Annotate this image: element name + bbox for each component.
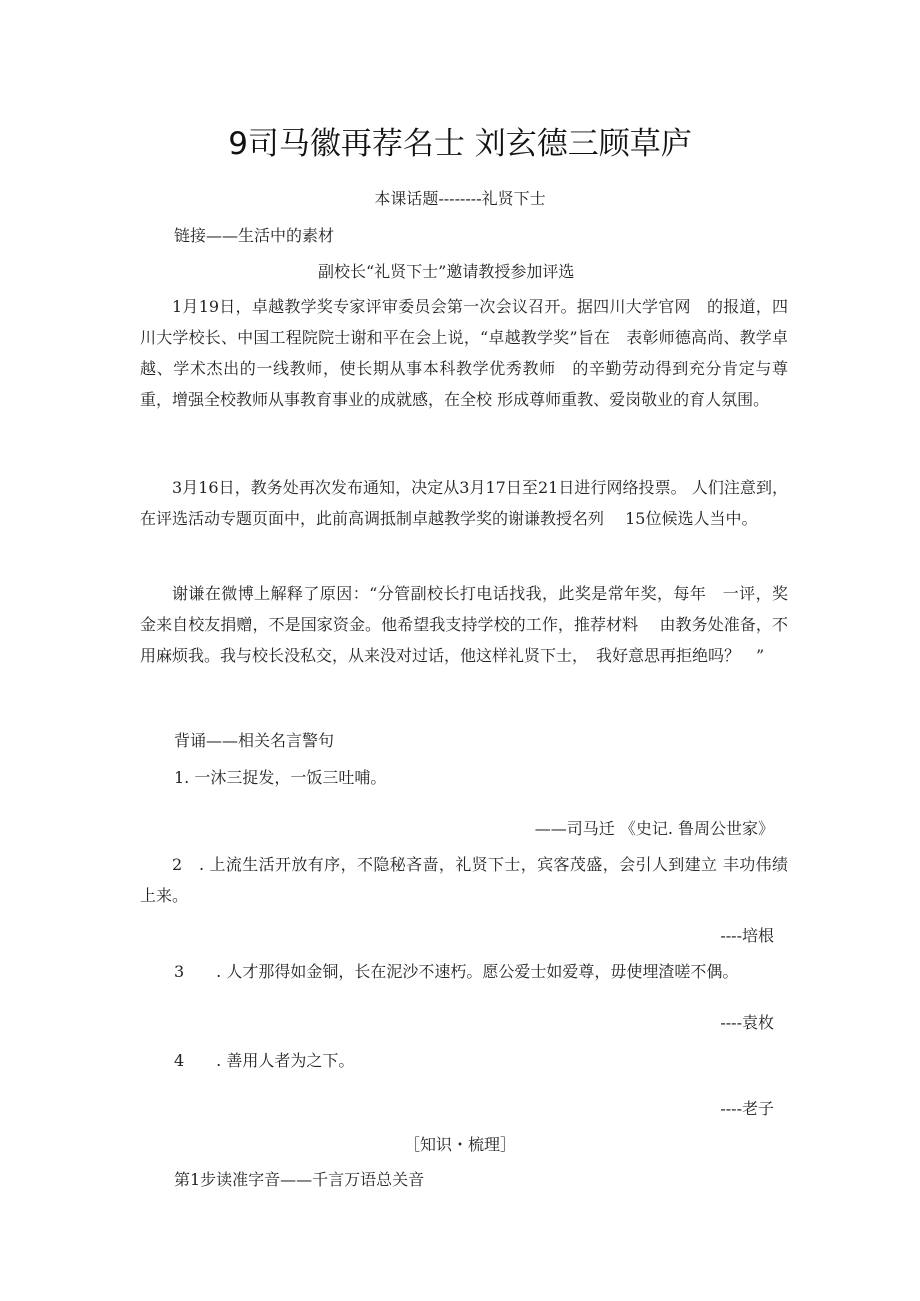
quote-3-source: ----袁枚 <box>720 1013 774 1032</box>
quote-1-source: ——司马迁 《史记. 鲁周公世家》 <box>534 819 774 838</box>
quote-4-source: ----老子 <box>720 1099 774 1118</box>
quote-4-text: 4 . 善用人者为之下。 <box>174 1051 355 1070</box>
knowledge-heading: ［知识・梳理］ <box>403 1135 516 1154</box>
quote-2-source: ----培根 <box>720 926 774 945</box>
topic-line: 本课话题--------礼贤下士 <box>374 189 546 208</box>
step-1-heading: 第1步读准字音——千言万语总关音 <box>174 1170 425 1189</box>
page-title: 9司马徽再荐名士 刘玄德三顾草庐 <box>228 126 692 162</box>
paragraph-1: 1月19日，卓越教学奖专家评审委员会第一次会议召开。据四川大学官网 的报道，四川大学校长、中国工程院院士谢和平在会上说，“卓越教学奖”旨在 表彰师德高尚、教学卓越、学术杰出的一线教师，使长期从事本科教学优秀教师 的辛勤劳动得到充分肯定与尊重，增强全校教师从事教育事业的成就感，在全校 形成尊师重教、爱岗敬业的育人氛围。 <box>140 297 788 409</box>
paragraph-2: 3月16日，教务处再次发布通知，决定从3月17日至21日进行网络投票。 人们注意到，在评选活动专题页面中，此前高调抵制卓越教学奖的谢谦教授名列 15位候选人当中。 <box>140 478 788 528</box>
quote-3-text: 3 . 人才那得如金铜，长在泥沙不速朽。愿公爱士如爱尊，毋使埋渣嗟不偶。 <box>174 962 739 981</box>
link-heading: 链接——生活中的素材 <box>174 226 335 245</box>
article-title: 副校长“礼贤下士”邀请教授参加评选 <box>318 262 575 281</box>
paragraph-3: 谢谦在微博上解释了原因：“分管副校长打电话找我，此奖是常年奖，每年 一评，奖金来自校友捐赠，不是国家资金。他希望我支持学校的工作，推荐材料 由教务处准备，不用麻烦我。我与校长没私交，从来没对过话，他这样礼贤下士， 我好意思再拒绝吗？ ” <box>140 584 788 665</box>
recite-heading: 背诵——相关名言警句 <box>174 731 335 750</box>
quote-2-text: 2 . 上流生活开放有序，不隐秘吝啬，礼贤下士，宾客茂盛，会引人到建立 丰功伟绩上来。 <box>140 855 788 905</box>
quote-1-text: 1. 一沐三捉发，一饭三吐哺。 <box>174 768 387 787</box>
